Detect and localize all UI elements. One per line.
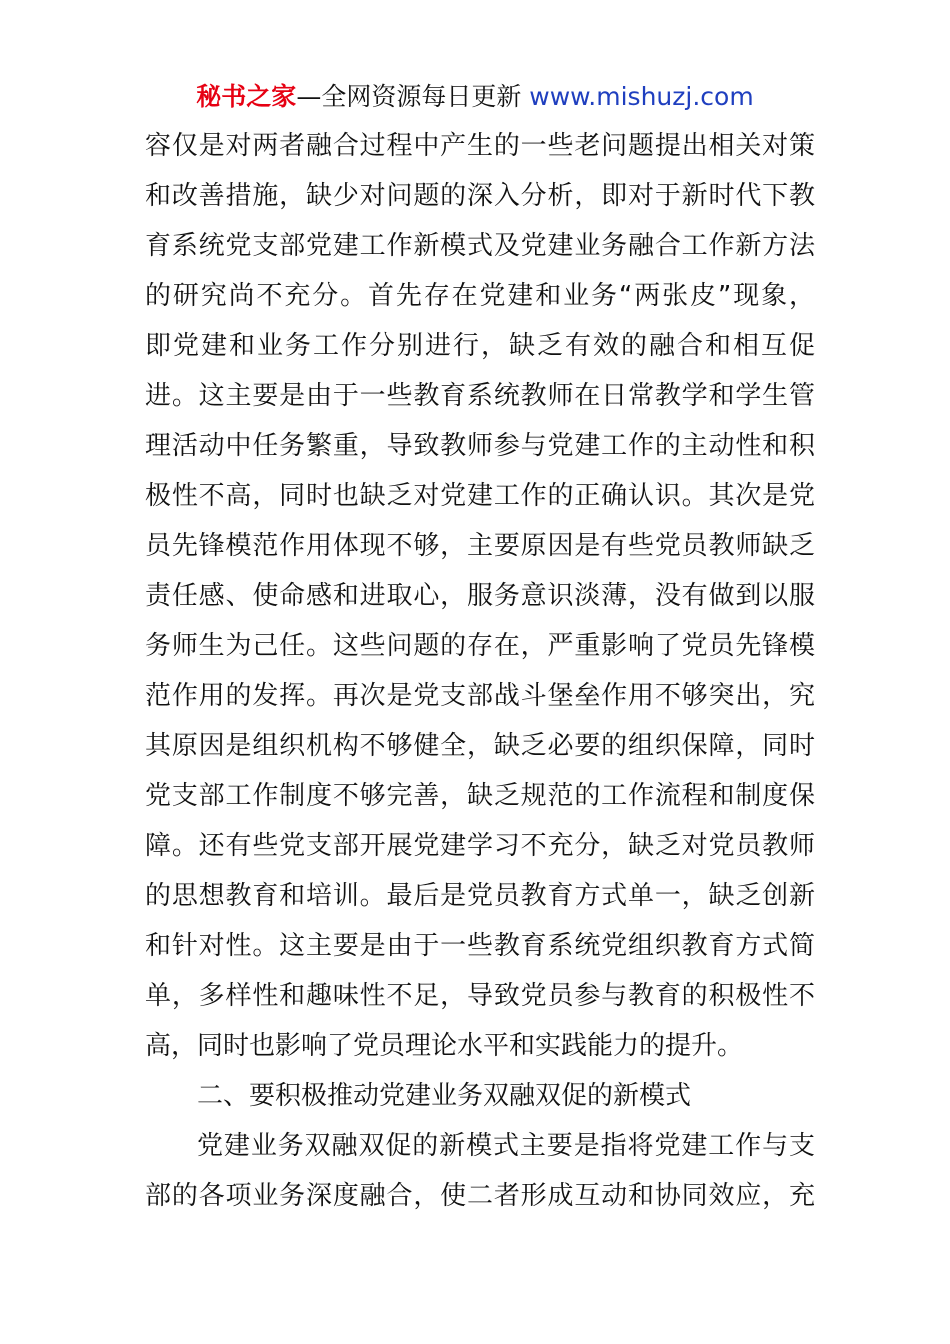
header-tagline: —全网资源每日更新: [296, 82, 530, 111]
text-line: 范作用的发挥。再次是党支部战斗堡垒作用不够突出，究: [145, 681, 815, 711]
section-heading: 二、要积极推动党建业务双融双促的新模式: [197, 1081, 692, 1111]
text-line: 其原因是组织机构不够健全，缺乏必要的组织保障，同时: [145, 731, 815, 761]
text-line: 极性不高，同时也缺乏对党建工作的正确认识。其次是党: [145, 481, 815, 511]
text-line: 党支部工作制度不够完善，缺乏规范的工作流程和制度保: [145, 781, 815, 811]
text-line: 高，同时也影响了党员理论水平和实践能力的提升。: [145, 1031, 744, 1061]
text-line: 即党建和业务工作分别进行，缺乏有效的融合和相互促: [145, 331, 815, 361]
text-line: 育系统党支部党建工作新模式及党建业务融合工作新方法: [145, 231, 815, 261]
text-line: 责任感、使命感和进取心，服务意识淡薄，没有做到以服: [145, 581, 815, 611]
text-line: 务师生为己任。这些问题的存在，严重影响了党员先锋模: [145, 631, 815, 661]
text-line: 部的各项业务深度融合，使二者形成互动和协同效应，充: [145, 1181, 815, 1211]
text-line: 员先锋模范作用体现不够，主要原因是有些党员教师缺乏: [145, 531, 815, 561]
text-line: 的思想教育和培训。最后是党员教育方式单一，缺乏创新: [145, 881, 815, 911]
brand-name: 秘书之家: [196, 82, 297, 111]
text-line: 党建业务双融双促的新模式主要是指将党建工作与支: [197, 1131, 815, 1161]
document-body: [145, 121, 815, 1221]
text-line: 的研究尚不充分。首先存在党建和业务“两张皮”现象，: [145, 281, 815, 311]
text-line: 障。还有些党支部开展党建学习不充分，缺乏对党员教师: [145, 831, 815, 861]
text-line: 容仅是对两者融合过程中产生的一些老问题提出相关对策: [145, 131, 815, 161]
text-line: 进。这主要是由于一些教育系统教师在日常教学和学生管: [145, 381, 815, 411]
text-line: 和改善措施，缺少对问题的深入分析，即对于新时代下教: [145, 181, 815, 211]
site-url[interactable]: www.mishuzj.com: [529, 82, 754, 111]
page-header: [0, 80, 950, 114]
text-line: 单，多样性和趣味性不足，导致党员参与教育的积极性不: [145, 981, 815, 1011]
text-line: 和针对性。这主要是由于一些教育系统党组织教育方式简: [145, 931, 815, 961]
text-line: 理活动中任务繁重，导致教师参与党建工作的主动性和积: [145, 431, 815, 461]
